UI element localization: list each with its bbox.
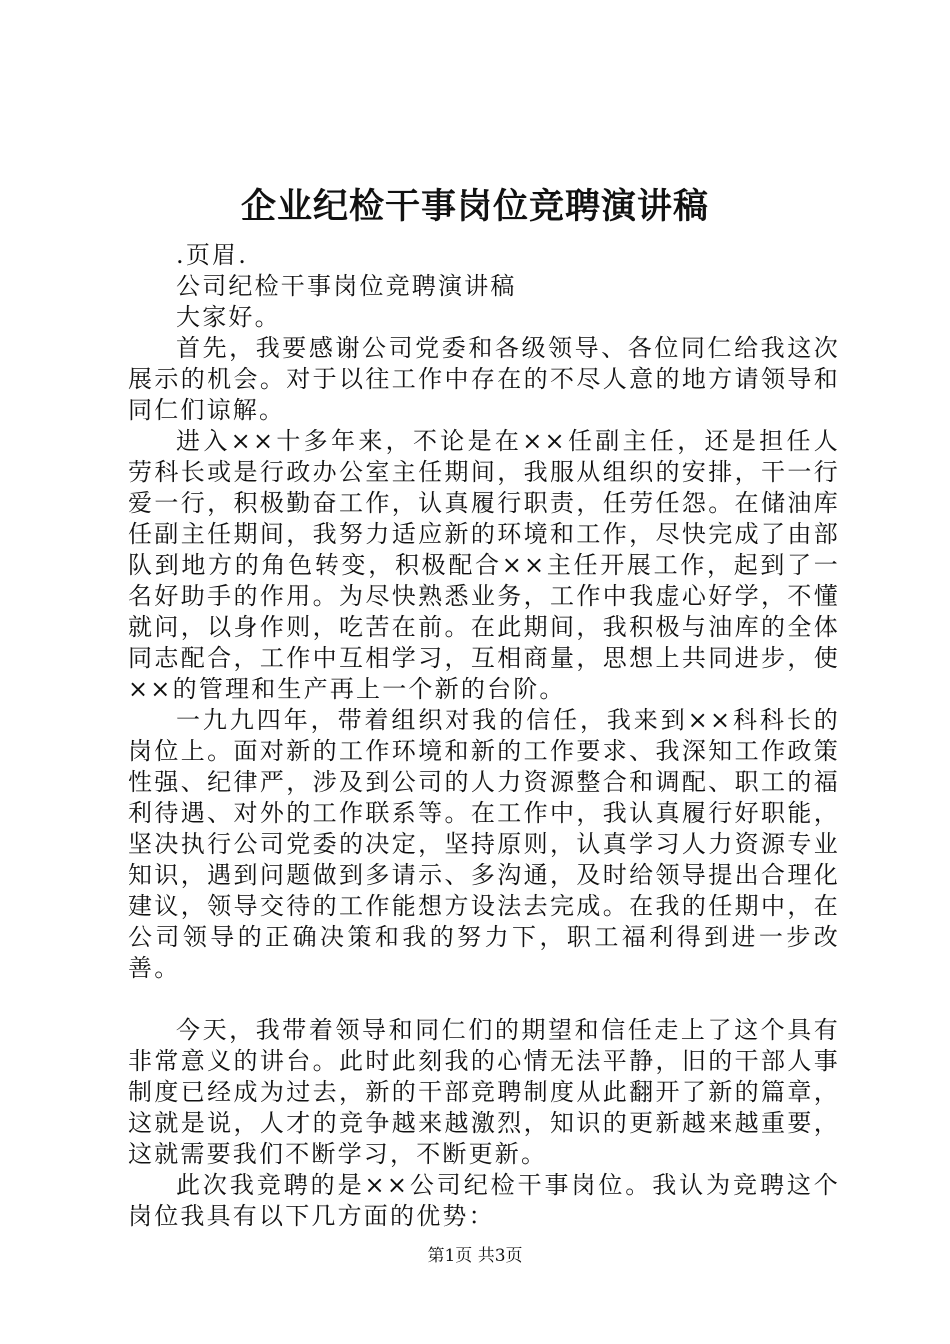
header-mark: .页眉. <box>176 241 249 269</box>
paragraph: 此次我竞聘的是××公司纪检干事岗位。我认为竞聘这个岗位我具有以下几方面的优势： <box>128 1171 840 1230</box>
document-body <box>128 240 840 1232</box>
page-footer: 第1页 共3页 <box>427 1246 523 1266</box>
paragraph: 进入××十多年来，不论是在××任副主任，还是担任人劳科长或是行政办公室主任期间，我服从组织的安排，干一行爱一行，积极勤奋工作，认真履行职责，任劳任怨。在储油库任副主任期间，我努力适应新的环境和工作，尽快完成了由部队到地方的角色转变，积极配合××主任开展工作，起到了一名好助手的作用。为尽快熟悉业务，工作中我虚心好学，不懂就问，以身作则，吃苦在前。在此期间，我积极与油库的全体同志配合，工作中互相学习，互相商量，思想上共同进步，使××的管理和生产再上一个新的台阶。 <box>128 427 840 703</box>
greeting: 大家好。 <box>176 303 281 331</box>
paragraph: 今天，我带着领导和同仁们的期望和信任走上了这个具有非常意义的讲台。此时此刻我的心情无法平静，旧的干部人事制度已经成为过去，新的干部竞聘制度从此翻开了新的篇章，这就是说，人才的竞争越来越激烈，知识的更新越来越重要，这就需要我们不断学习，不断更新。 <box>128 1016 840 1168</box>
document-title: 企业纪检干事岗位竞聘演讲稿 <box>240 186 709 227</box>
speech-subtitle: 公司纪检干事岗位竞聘演讲稿 <box>176 272 517 300</box>
paragraph: 首先，我要感谢公司党委和各级领导、各位同仁给我这次展示的机会。对于以往工作中存在的不尽人意的地方请领导和同仁们谅解。 <box>128 334 840 424</box>
paragraph: 一九九四年，带着组织对我的信任，我来到××科科长的岗位上。面对新的工作环境和新的工作要求、我深知工作政策性强、纪律严，涉及到公司的人力资源整合和调配、职工的福利待遇、对外的工作联系等。在工作中，我认真履行好职能，坚决执行公司党委的决定，坚持原则，认真学习人力资源专业知识，遇到问题做到多请示、多沟通，及时给领导提出合理化建议，领导交待的工作能想方设法去完成。在我的任期中，在公司领导的正确决策和我的努力下，职工福利得到进一步改善。 <box>128 706 840 982</box>
